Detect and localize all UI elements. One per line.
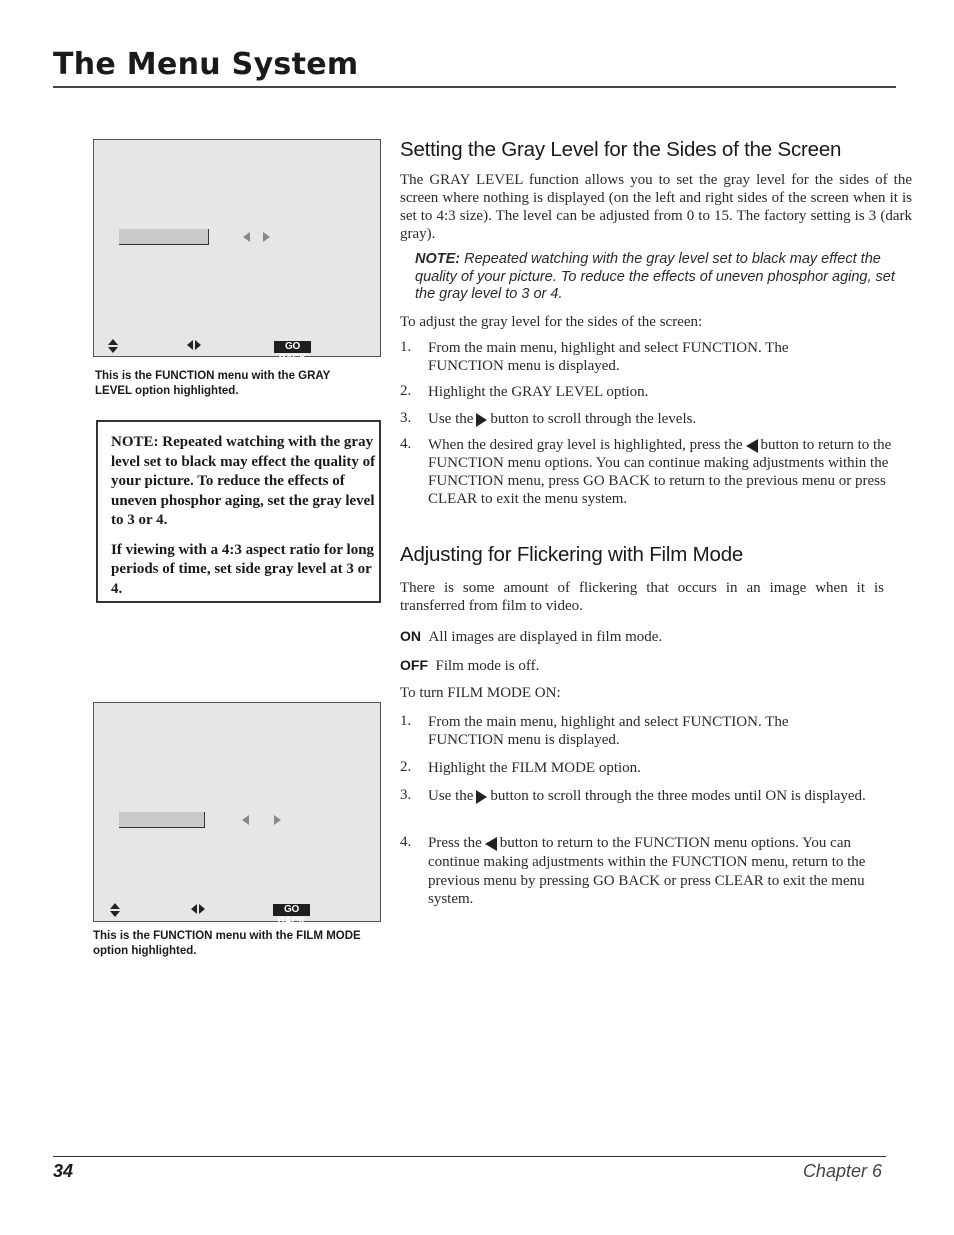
off-text: Film mode is off. bbox=[435, 658, 540, 674]
footer-divider bbox=[53, 1156, 886, 1157]
page-title: The Menu System bbox=[53, 47, 359, 82]
step-number: 2. bbox=[400, 759, 412, 775]
on-text: All images are displayed in film mode. bbox=[428, 629, 663, 645]
note-text: Repeated watching with the gray level set to black may effect the quality of your picture. To reduce the effects of uneven phosphor aging, set the gray level to 3 or 4. bbox=[415, 251, 895, 302]
film-on-option bbox=[400, 627, 880, 646]
highlighted-option-bar bbox=[119, 229, 209, 245]
step-text: button to scroll through the levels. bbox=[490, 411, 697, 427]
step-text: Use the bbox=[428, 788, 474, 804]
step-number: 1. bbox=[400, 339, 412, 355]
note-box-paragraph-2: If viewing with a 4:3 aspect ratio for long periods of time, set side gray level at 3 or 4. bbox=[111, 541, 375, 597]
film-step-1: From the main menu, highlight and select FUNCTION. The FUNCTION menu is displayed. bbox=[428, 714, 789, 748]
gray-step-3 bbox=[428, 410, 898, 428]
step-text: button to scroll through the three modes until ON is displayed. bbox=[490, 788, 866, 804]
step-text: button to return to the FUNCTION menu options. You can continue making adjustments within the FUNCTION menu, press GO BACK to return to the previous menu or press CLEAR to exit the menu system. bbox=[428, 437, 892, 507]
film-off-option bbox=[400, 656, 880, 675]
note-box bbox=[96, 420, 381, 603]
page-number: 34 bbox=[53, 1161, 74, 1181]
step-number: 1. bbox=[400, 713, 412, 729]
step-number: 4. bbox=[400, 436, 412, 452]
gray-step-2: Highlight the GRAY LEVEL option. bbox=[428, 384, 649, 400]
left-arrow-icon bbox=[485, 837, 497, 851]
gray-level-lead: To adjust the gray level for the sides of the screen: bbox=[400, 314, 703, 330]
step-text: button to return to the FUNCTION menu options. You can continue making adjustments within the FUNCTION menu, return to the previous menu by pressing GO BACK or press CLEAR to exit the menu system. bbox=[428, 835, 866, 908]
film-step-4 bbox=[428, 834, 904, 909]
right-arrow-icon bbox=[263, 232, 270, 242]
film-step-3 bbox=[428, 787, 868, 805]
step-text: When the desired gray level is highlighted, press the bbox=[428, 437, 743, 453]
left-right-arrow-icon bbox=[187, 340, 203, 350]
header-divider bbox=[53, 86, 896, 88]
function-menu-screen-gray-level bbox=[93, 139, 381, 364]
film-mode-heading: Adjusting for Flickering with Film Mode bbox=[400, 543, 744, 566]
screen2-caption: This is the FUNCTION menu with the FILM MODE option highlighted. bbox=[93, 930, 361, 957]
step-number: 3. bbox=[400, 410, 412, 426]
go-back-icon: GO BACK bbox=[274, 341, 311, 353]
highlighted-option-bar bbox=[119, 812, 205, 828]
off-label: OFF bbox=[400, 657, 428, 673]
step-text: Press the bbox=[428, 835, 482, 851]
left-arrow-icon bbox=[746, 439, 758, 453]
film-mode-intro: There is some amount of flickering that occurs in an image when it is transferred from film to video. bbox=[400, 580, 884, 614]
gray-step-1: From the main menu, highlight and select FUNCTION. The FUNCTION menu is displayed. bbox=[428, 340, 789, 374]
right-arrow-icon bbox=[274, 815, 281, 825]
left-arrow-icon bbox=[242, 815, 249, 825]
gray-level-heading: Setting the Gray Level for the Sides of the Screen bbox=[400, 138, 842, 161]
gray-level-intro: The GRAY LEVEL function allows you to set the gray level for the sides of the screen where nothing is displayed (on the left and right sides of the screen when it is set to 4:3 size). The level can be adjusted from 0 to 15. The factory setting is 3 (dark gray). bbox=[400, 172, 912, 242]
up-down-arrow-icon bbox=[110, 903, 120, 917]
gray-step-4 bbox=[428, 436, 910, 508]
step-text: Use the bbox=[428, 411, 474, 427]
up-down-arrow-icon bbox=[108, 339, 118, 353]
step-number: 4. bbox=[400, 834, 412, 850]
film-step-2: Highlight the FILM MODE option. bbox=[428, 760, 641, 776]
go-back-icon: GO BACK bbox=[273, 904, 310, 916]
step-number: 2. bbox=[400, 383, 412, 399]
film-mode-lead: To turn FILM MODE ON: bbox=[400, 685, 561, 701]
screen1-caption: This is the FUNCTION menu with the GRAY LEVEL option highlighted. bbox=[95, 370, 331, 397]
right-arrow-icon bbox=[476, 413, 487, 427]
right-arrow-icon bbox=[476, 790, 487, 804]
function-menu-screen-film-mode bbox=[93, 702, 381, 927]
left-arrow-icon bbox=[243, 232, 250, 242]
note-label: NOTE: bbox=[415, 251, 461, 267]
gray-level-note bbox=[415, 251, 905, 304]
left-right-arrow-icon bbox=[191, 904, 207, 914]
chapter-label: Chapter 6 bbox=[802, 1161, 882, 1181]
step-number: 3. bbox=[400, 787, 412, 803]
note-box-paragraph-1: NOTE: Repeated watching with the gray level set to black may effect the quality of your picture. To reduce the effects of uneven phosphor aging, set the gray level to 3 or 4. bbox=[111, 434, 376, 528]
on-label: ON bbox=[400, 628, 421, 644]
